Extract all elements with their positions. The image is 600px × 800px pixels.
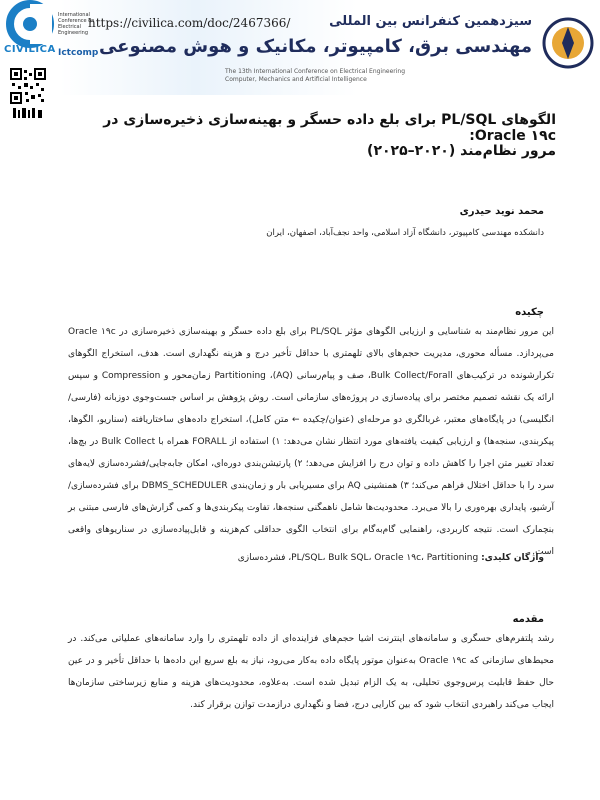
civilica-brand: CIVILICA — [4, 44, 56, 55]
conference-banner — [0, 0, 600, 95]
qr-code-icon — [10, 68, 46, 132]
keywords-line — [238, 553, 544, 563]
conference-title-fa-line1: سیزدهمین کنفرانس بین المللی — [329, 14, 532, 29]
paper-title-line2: مرور نظام‌مند (۲۰۲۰–۲۰۲۵) — [367, 143, 556, 159]
abstract-heading: چکیده — [515, 307, 544, 318]
introduction-heading: مقدمه — [512, 614, 544, 625]
conference-brand: Ictcomp — [58, 48, 99, 58]
abstract-text: این مرور نظام‌مند به شناسایی و ارزیابی الگوهای مؤثر PL/SQL برای بلع داده حسگر و بهینه‌سازی ذخیره‌سازی در Oracle ۱۹c می‌پردازد. مسأله محوری، مدیریت حجم‌های بالای تلهمتری با حداقل تأخیر درج و هزینه نگهداری است. هدف، استخراج الگوهای تکرارشونده در ترکیب‌های Bulk Collect/Forall، صف و پیام‌رسانی (AQ)، Partitioning زمان‌محور و Compression و سپس ارائه یک نقشه تصمیم مختصر برای پیاده‌سازی در پروژه‌های سازمانی است. روش پژوهش بر اساس جست‌وجوی دوزبانه (فارسی/انگلیسی) در پایگاه‌های معتبر، غربالگری دو مرحله‌ای (عنوان/چکیده ← متن کامل)، استخراج داده‌های ساختاریافته (سناریو، الگوها، پیکربندی، سنجه‌ها) و ارزیابی کیفیت یافته‌های مورد انتظار نشان می‌دهد: ۱) استفاده از FORALL همراه با Bulk Collect در بچ‌ها، تعداد تغییر متن اجرا را کاهش داده و توان درج را افزایش می‌دهد؛ ۲) پارتیشن‌بندی دوره‌ای، امکان جابه‌جایی/فشرده‌سازی لایه‌های سرد را با حداقل اختلال فراهم می‌کند؛ ۳) همنشینی AQ برای مسیریابی بار و زمان‌بندی DBMS_SCHEDULER برای فشرده‌سازی/آرشیو، پایداری بهره‌وری را بالا می‌برد. محدودیت‌ها شامل ناهمگنی سنجه‌ها، تفاوت پیکربندی‌ها و کمی گزارش‌های فارسی مبتنی بر بنچمارک است. نتیجه کاربردی، راهنمایی گام‌به‌گام برای انتخاب الگوی حداقلی کم‌هزینه و قابل‌پیاده‌سازی در سناریوهای واقعی است. — [68, 327, 555, 557]
conference-title-fa-line2: مهندسی برق، کامپیوتر، مکانیک و هوش مصنوعی — [98, 36, 532, 57]
conference-emblem-icon — [540, 10, 596, 76]
keywords-label: واژگان کلیدی: — [481, 553, 544, 563]
keywords-text: PL/SQL، Bulk SQL، Oracle ۱۹c، Partitioning، فشرده‌سازی — [237, 553, 479, 563]
author-affiliation: دانشکده مهندسی کامپیوتر، دانشگاه آزاد اسلامی، واحد نجف‌آباد، اصفهان، ایران — [266, 228, 544, 238]
paper-title-line1: الگوهای PL/SQL برای بلع داده حسگر و بهینه‌سازی ذخیره‌سازی در Oracle ۱۹c: — [103, 112, 556, 144]
document-url-link[interactable]: https://civilica.com/doc/2467366/ — [88, 16, 291, 30]
conference-mini-caption: International Conference on Electrical Engineering — [58, 12, 95, 36]
introduction-text: رشد پلتفرم‌های حسگری و سامانه‌های اینترنت اشیا حجم‌های فزاینده‌ای از داده تلهمتری را وارد سامانه‌های عملیاتی می‌کند. در محیط‌های سازمانی که Oracle ۱۹c به‌عنوان موتور پایگاه داده به‌کار می‌رود، نیاز به بلع سریع این داده‌ها با حداقل تأخیر و در عین حال حفظ قابلیت پرس‌وجوی تحلیلی، به یک الزام تبدیل شده است. به‌علاوه، محدودیت‌های هزینه و منابع زیرساختی سازمان‌ها ایجاب می‌کند راهبردی انتخاب شود که بین کارایی درج، فضا و نگهداری درازمدت توازن برقرار کند. — [68, 634, 554, 710]
author-name: محمد نوید حیدری — [459, 206, 544, 217]
conference-title-en-line2: Computer, Mechanics and Artificial Intelligence — [225, 76, 367, 83]
conference-title-en-line1: The 13th International Conference on Electrical Engineering — [225, 68, 406, 75]
